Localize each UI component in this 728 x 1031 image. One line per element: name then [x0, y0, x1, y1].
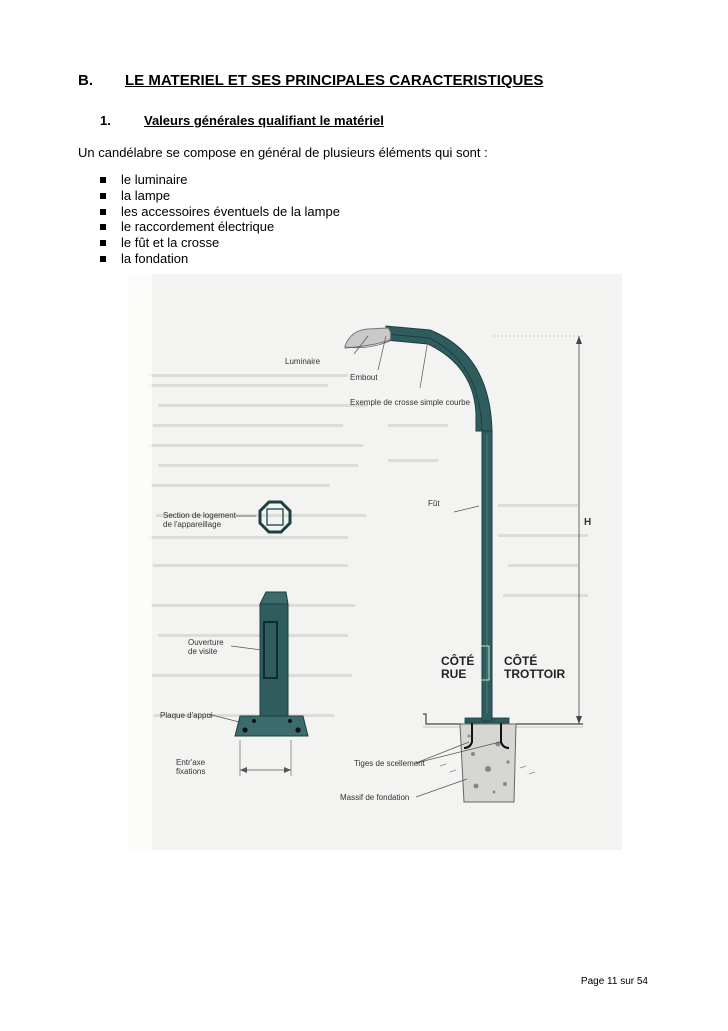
list-item-text: la fondation	[121, 250, 189, 266]
list-item-text: la lampe	[121, 187, 171, 203]
label-ouverture-line1: Ouverture	[188, 638, 224, 647]
label-luminaire: Luminaire	[285, 357, 321, 366]
label-section-line1: Section de logement	[163, 511, 236, 520]
label-ouverture-line2: de visite	[188, 647, 218, 656]
label-embout: Embout	[350, 373, 378, 382]
label-cote-rue-line2: RUE	[441, 667, 467, 681]
octagon-inner-square	[267, 509, 283, 525]
label-crosse: Exemple de crosse simple courbe	[350, 398, 471, 407]
element-list	[99, 172, 340, 267]
list-item	[99, 188, 340, 204]
list-item-text: le raccordement électrique	[121, 219, 275, 235]
label-cote-rue-line1: CÔTÉ	[441, 654, 475, 668]
list-item	[99, 219, 340, 235]
subsection-number: 1.	[100, 113, 111, 128]
label-entraxe-line2: fixations	[176, 767, 206, 776]
list-item	[99, 235, 340, 251]
kerb-ground-line	[423, 714, 462, 724]
detail-pole-top	[260, 592, 288, 604]
label-plaque: Plaque d'appui	[160, 711, 213, 720]
list-item	[99, 251, 340, 267]
list-item-text: le luminaire	[121, 172, 188, 187]
subsection-title: Valeurs générales qualifiant le matériel	[144, 113, 384, 128]
section-number: B.	[78, 72, 93, 89]
label-cote-trottoir-line2: TROTTOIR	[504, 667, 566, 681]
label-tiges: Tiges de scellement	[354, 759, 425, 768]
detail-bolt	[288, 719, 292, 723]
intro-paragraph: Un candélabre se compose en général de plusieurs éléments qui sont :	[78, 145, 488, 160]
label-entraxe-line1: Entr'axe	[176, 758, 206, 767]
detail-bolt	[242, 727, 247, 732]
detail-bolt	[295, 727, 300, 732]
entraxe-arrow-left	[240, 767, 247, 773]
street-light-diagram	[128, 274, 622, 850]
list-item	[99, 172, 340, 188]
label-height: H	[584, 517, 592, 528]
octagon-section-shape	[260, 502, 290, 532]
detail-bolt	[252, 719, 256, 723]
height-arrow-bottom	[576, 716, 582, 724]
bullet-square-icon	[100, 240, 106, 246]
list-item-text: le fût et la crosse	[121, 235, 220, 251]
bullet-square-icon	[100, 256, 106, 262]
section-title: LE MATERIEL ET SES PRINCIPALES CARACTERISTIQUES	[125, 72, 544, 89]
label-cote-trottoir-line1: CÔTÉ	[504, 654, 538, 668]
bullet-square-icon	[100, 209, 106, 215]
page-number: Page 11 sur 54	[580, 976, 648, 987]
bullet-square-icon	[100, 177, 106, 183]
bracket-arm	[386, 332, 482, 431]
entraxe-arrow-right	[284, 767, 291, 773]
detail-base-plate	[235, 716, 308, 736]
list-item-text: les accessoires éventuels de la lampe	[121, 203, 340, 219]
list-item	[99, 204, 340, 220]
height-arrow-top	[576, 336, 582, 344]
label-fut: Fût	[428, 499, 440, 508]
bullet-square-icon	[100, 224, 106, 230]
label-section-line2: de l'appareillage	[163, 520, 222, 529]
bullet-square-icon	[100, 193, 106, 199]
label-massif: Massif de fondation	[340, 793, 410, 802]
